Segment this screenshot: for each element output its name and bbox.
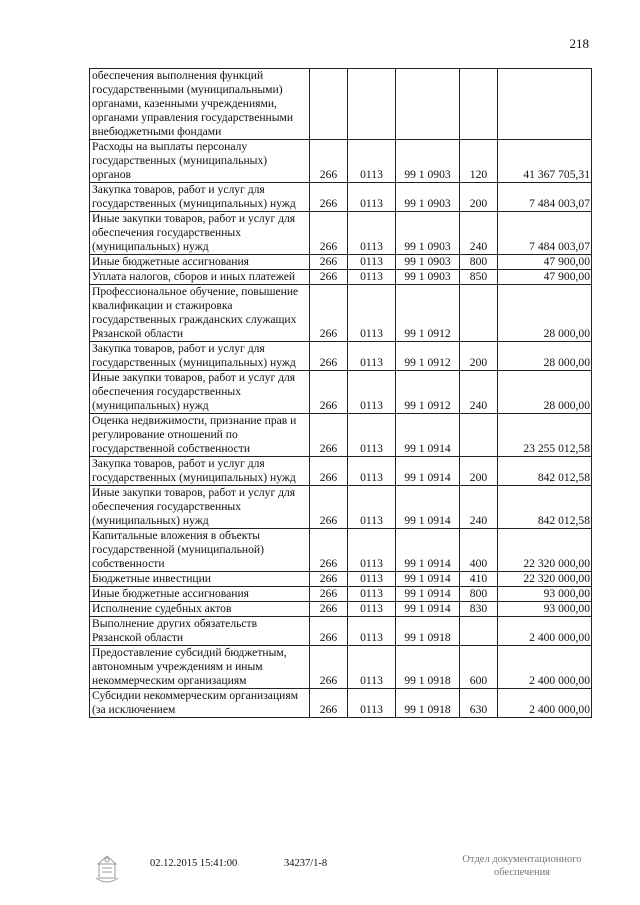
budget-table-body xyxy=(90,69,592,718)
cell-target-article: 99 1 0914 xyxy=(396,414,460,457)
cell-section-code: 0113 xyxy=(348,342,396,371)
cell-amount: 28 000,00 xyxy=(498,342,592,371)
cell-amount: 47 900,00 xyxy=(498,255,592,270)
cell-target-article: 99 1 0914 xyxy=(396,457,460,486)
table-row xyxy=(90,602,592,617)
cell-amount: 47 900,00 xyxy=(498,270,592,285)
cell-section-code: 0113 xyxy=(348,457,396,486)
cell-section-code: 0113 xyxy=(348,285,396,342)
cell-amount: 2 400 000,00 xyxy=(498,646,592,689)
cell-amount: 22 320 000,00 xyxy=(498,572,592,587)
cell-amount: 7 484 003,07 xyxy=(498,183,592,212)
cell-description: Иные бюджетные ассигнования xyxy=(90,255,310,270)
cell-expense-type: 410 xyxy=(460,572,498,587)
cell-target-article: 99 1 0903 xyxy=(396,212,460,255)
cell-admin-code: 266 xyxy=(310,602,348,617)
cell-expense-type xyxy=(460,285,498,342)
cell-expense-type: 800 xyxy=(460,255,498,270)
cell-amount: 93 000,00 xyxy=(498,602,592,617)
cell-expense-type: 630 xyxy=(460,689,498,718)
cell-admin-code: 266 xyxy=(310,646,348,689)
cell-amount: 93 000,00 xyxy=(498,587,592,602)
cell-admin-code: 266 xyxy=(310,255,348,270)
cell-description: Иные закупки товаров, работ и услуг для обеспечения государственных (муниципальных) нужд xyxy=(90,371,310,414)
department-line-1: Отдел документационного xyxy=(462,854,582,865)
cell-description: Субсидии некоммерческим организациям (за исключением xyxy=(90,689,310,718)
cell-description: Иные бюджетные ассигнования xyxy=(90,587,310,602)
cell-target-article: 99 1 0914 xyxy=(396,587,460,602)
table-row xyxy=(90,646,592,689)
cell-expense-type: 200 xyxy=(460,342,498,371)
table-row xyxy=(90,689,592,718)
cell-admin-code: 266 xyxy=(310,371,348,414)
cell-amount: 28 000,00 xyxy=(498,371,592,414)
page-number: 218 xyxy=(569,36,589,51)
cell-admin-code: 266 xyxy=(310,486,348,529)
cell-description: Закупка товаров, работ и услуг для государственных (муниципальных) нужд xyxy=(90,342,310,371)
table-row xyxy=(90,183,592,212)
page-footer xyxy=(0,846,640,896)
stamp-code: 34237/1-8 xyxy=(284,858,328,869)
cell-target-article: 99 1 0918 xyxy=(396,689,460,718)
table-row xyxy=(90,587,592,602)
cell-section-code: 0113 xyxy=(348,371,396,414)
table-row xyxy=(90,342,592,371)
cell-description: Иные закупки товаров, работ и услуг для обеспечения государственных (муниципальных) нужд xyxy=(90,212,310,255)
cell-amount: 41 367 705,31 xyxy=(498,140,592,183)
budget-table xyxy=(89,68,592,718)
cell-expense-type: 830 xyxy=(460,602,498,617)
cell-admin-code: 266 xyxy=(310,285,348,342)
cell-amount: 7 484 003,07 xyxy=(498,212,592,255)
cell-target-article: 99 1 0903 xyxy=(396,140,460,183)
cell-description: Исполнение судебных актов xyxy=(90,602,310,617)
cell-section-code xyxy=(348,69,396,140)
cell-section-code: 0113 xyxy=(348,572,396,587)
table-row xyxy=(90,371,592,414)
cell-section-code: 0113 xyxy=(348,140,396,183)
table-row xyxy=(90,212,592,255)
department-line-2: обеспечения xyxy=(493,867,551,878)
table-row xyxy=(90,486,592,529)
cell-expense-type: 240 xyxy=(460,486,498,529)
cell-target-article: 99 1 0914 xyxy=(396,602,460,617)
table-row xyxy=(90,529,592,572)
cell-section-code: 0113 xyxy=(348,255,396,270)
stamp-date: 02.12.2015 15:41:00 xyxy=(150,858,238,869)
cell-admin-code: 266 xyxy=(310,414,348,457)
table-row xyxy=(90,270,592,285)
cell-section-code: 0113 xyxy=(348,212,396,255)
cell-amount: 2 400 000,00 xyxy=(498,617,592,646)
cell-expense-type: 200 xyxy=(460,183,498,212)
cell-amount: 22 320 000,00 xyxy=(498,529,592,572)
cell-target-article: 99 1 0918 xyxy=(396,617,460,646)
cell-section-code: 0113 xyxy=(348,602,396,617)
cell-admin-code: 266 xyxy=(310,140,348,183)
cell-admin-code: 266 xyxy=(310,529,348,572)
table-row xyxy=(90,572,592,587)
cell-description: Расходы на выплаты персоналу государственных (муниципальных) органов xyxy=(90,140,310,183)
cell-target-article: 99 1 0912 xyxy=(396,285,460,342)
cell-target-article xyxy=(396,69,460,140)
cell-description: Капитальные вложения в объекты государственной (муниципальной) собственности xyxy=(90,529,310,572)
cell-amount: 842 012,58 xyxy=(498,486,592,529)
table-row xyxy=(90,255,592,270)
cell-admin-code: 266 xyxy=(310,617,348,646)
cell-expense-type: 120 xyxy=(460,140,498,183)
cell-target-article: 99 1 0903 xyxy=(396,183,460,212)
cell-admin-code: 266 xyxy=(310,587,348,602)
cell-amount: 23 255 012,58 xyxy=(498,414,592,457)
cell-admin-code: 266 xyxy=(310,572,348,587)
cell-target-article: 99 1 0914 xyxy=(396,486,460,529)
cell-section-code: 0113 xyxy=(348,486,396,529)
cell-admin-code: 266 xyxy=(310,689,348,718)
cell-section-code: 0113 xyxy=(348,414,396,457)
table-row xyxy=(90,414,592,457)
cell-amount: 28 000,00 xyxy=(498,285,592,342)
cell-description: обеспечения выполнения функций государственными (муниципальными) органами, казенными учреждениями, органами управления государственными внебюджетными фондами xyxy=(90,69,310,140)
table-row xyxy=(90,285,592,342)
cell-expense-type xyxy=(460,414,498,457)
cell-amount: 2 400 000,00 xyxy=(498,689,592,718)
cell-description: Профессиональное обучение, повышение квалификации и стажировка государственных гражданских служащих Рязанской области xyxy=(90,285,310,342)
cell-admin-code xyxy=(310,69,348,140)
cell-expense-type: 600 xyxy=(460,646,498,689)
table-row xyxy=(90,140,592,183)
cell-description: Иные закупки товаров, работ и услуг для обеспечения государственных (муниципальных) нужд xyxy=(90,486,310,529)
cell-admin-code: 266 xyxy=(310,457,348,486)
cell-target-article: 99 1 0914 xyxy=(396,572,460,587)
cell-section-code: 0113 xyxy=(348,646,396,689)
cell-target-article: 99 1 0912 xyxy=(396,342,460,371)
table-row xyxy=(90,69,592,140)
cell-target-article: 99 1 0903 xyxy=(396,270,460,285)
cell-expense-type: 200 xyxy=(460,457,498,486)
cell-admin-code: 266 xyxy=(310,342,348,371)
cell-description: Предоставление субсидий бюджетным, автономным учреждениям и иным некоммерческим организациям xyxy=(90,646,310,689)
cell-section-code: 0113 xyxy=(348,689,396,718)
cell-section-code: 0113 xyxy=(348,617,396,646)
cell-target-article: 99 1 0903 xyxy=(396,255,460,270)
cell-target-article: 99 1 0914 xyxy=(396,529,460,572)
cell-section-code: 0113 xyxy=(348,270,396,285)
cell-expense-type xyxy=(460,69,498,140)
cell-target-article: 99 1 0918 xyxy=(396,646,460,689)
cell-description: Закупка товаров, работ и услуг для государственных (муниципальных) нужд xyxy=(90,457,310,486)
cell-target-article: 99 1 0912 xyxy=(396,371,460,414)
cell-description: Оценка недвижимости, признание прав и регулирование отношений по государственной собственности xyxy=(90,414,310,457)
department-stamp xyxy=(447,853,597,879)
cell-expense-type: 400 xyxy=(460,529,498,572)
cell-section-code: 0113 xyxy=(348,183,396,212)
table-row xyxy=(90,617,592,646)
cell-admin-code: 266 xyxy=(310,183,348,212)
cell-expense-type: 850 xyxy=(460,270,498,285)
cell-amount xyxy=(498,69,592,140)
cell-expense-type: 800 xyxy=(460,587,498,602)
cell-expense-type xyxy=(460,617,498,646)
cell-description: Уплата налогов, сборов и иных платежей xyxy=(90,270,310,285)
cell-amount: 842 012,58 xyxy=(498,457,592,486)
table-row xyxy=(90,457,592,486)
cell-description: Закупка товаров, работ и услуг для государственных (муниципальных) нужд xyxy=(90,183,310,212)
cell-section-code: 0113 xyxy=(348,529,396,572)
cell-admin-code: 266 xyxy=(310,212,348,255)
cell-section-code: 0113 xyxy=(348,587,396,602)
cell-expense-type: 240 xyxy=(460,212,498,255)
cell-expense-type: 240 xyxy=(460,371,498,414)
cell-description: Бюджетные инвестиции xyxy=(90,572,310,587)
coat-of-arms-icon xyxy=(90,850,124,893)
cell-admin-code: 266 xyxy=(310,270,348,285)
cell-description: Выполнение других обязательств Рязанской области xyxy=(90,617,310,646)
